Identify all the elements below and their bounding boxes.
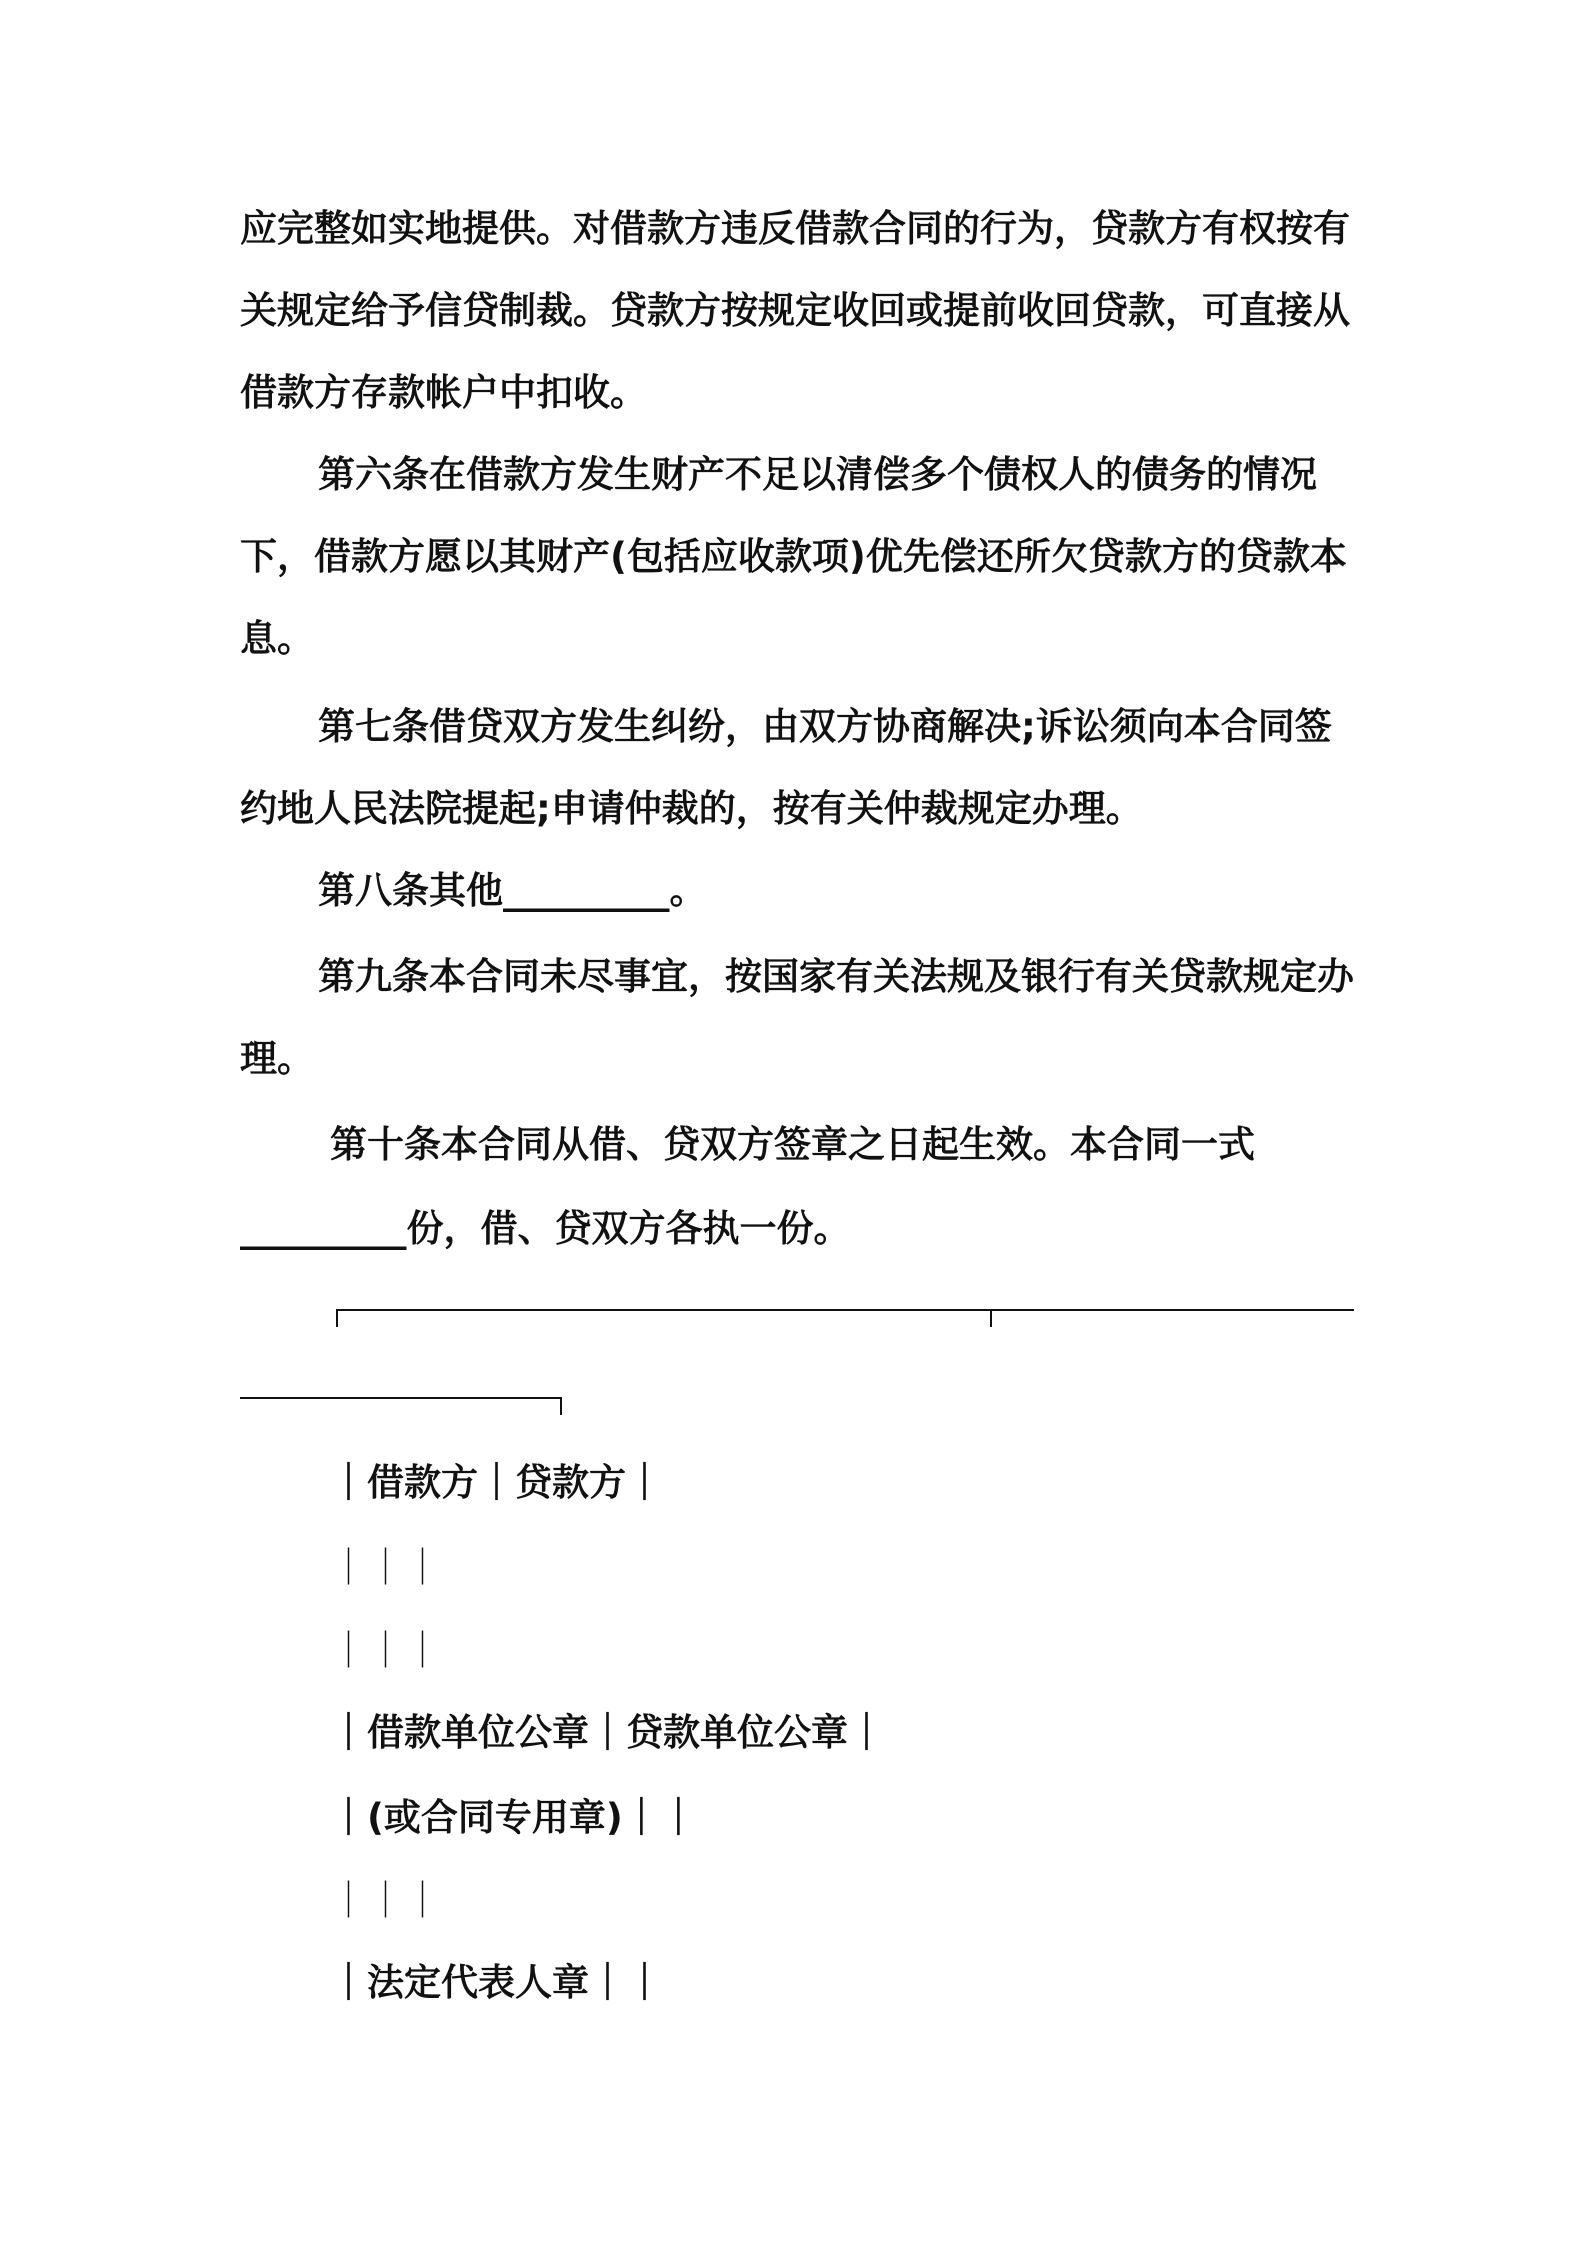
table-top-left-corner <box>336 1309 338 1327</box>
signature-row-parties-text: ｜借款方｜贷款方｜ <box>330 1461 663 1504</box>
signature-row-parties <box>330 1460 663 1506</box>
signature-row-company-seal <box>330 1710 885 1756</box>
article-7-line-2: 约地人民法院提起;申请仲裁的，按有关仲裁规定办理。 <box>240 787 1143 830</box>
article-10-line-1: 第十条本合同从借、贷双方签章之日起生效。本合同一式 <box>330 1123 1255 1166</box>
article-10-line-2: _________份，借、贷双方各执一份。 <box>240 1207 851 1250</box>
signature-row-contract-seal-text: ｜(或合同专用章)｜｜ <box>330 1796 697 1839</box>
signature-row-blank-2: ｜｜｜ <box>330 1629 441 1672</box>
signature-row-contract-seal <box>330 1795 697 1841</box>
signature-row-legal-rep-text: ｜法定代表人章｜｜ <box>330 1961 663 2004</box>
article-6-line-2: 下，借款方愿以其财产(包括应收款项)优先偿还所欠贷款方的贷款本 <box>240 535 1347 578</box>
article-5-line-2: 关规定给予信贷制裁。贷款方按规定收回或提前收回贷款，可直接从 <box>240 289 1350 332</box>
article-9-line-2: 理。 <box>240 1037 314 1080</box>
article-6-line-1: 第六条在借款方发生财产不足以清偿多个债权人的债务的情况 <box>318 453 1317 496</box>
signature-row-blank-1: ｜｜｜ <box>330 1546 441 1589</box>
article-5-line-1: 应完整如实地提供。对借款方违反借款合同的行为，贷款方有权按有 <box>240 207 1350 250</box>
table-wrapped-border <box>240 1397 562 1399</box>
table-top-right-corner <box>560 1397 562 1415</box>
signature-row-legal-rep <box>330 1960 663 2006</box>
article-9-line-1: 第九条本合同未尽事宜，按国家有关法规及银行有关贷款规定办 <box>318 955 1354 998</box>
signature-row-blank-3: ｜｜｜ <box>330 1879 441 1922</box>
table-top-border <box>336 1309 1354 1311</box>
article-7-line-1: 第七条借贷双方发生纠纷，由双方协商解决;诉讼须向本合同签 <box>318 705 1332 748</box>
table-top-divider <box>990 1309 992 1327</box>
article-6-line-3: 息。 <box>240 617 314 660</box>
article-8-line-1: 第八条其他_________。 <box>318 869 707 912</box>
article-5-line-3: 借款方存款帐户中扣收。 <box>240 371 647 414</box>
signature-row-company-seal-text: ｜借款单位公章｜贷款单位公章｜ <box>330 1711 885 1754</box>
